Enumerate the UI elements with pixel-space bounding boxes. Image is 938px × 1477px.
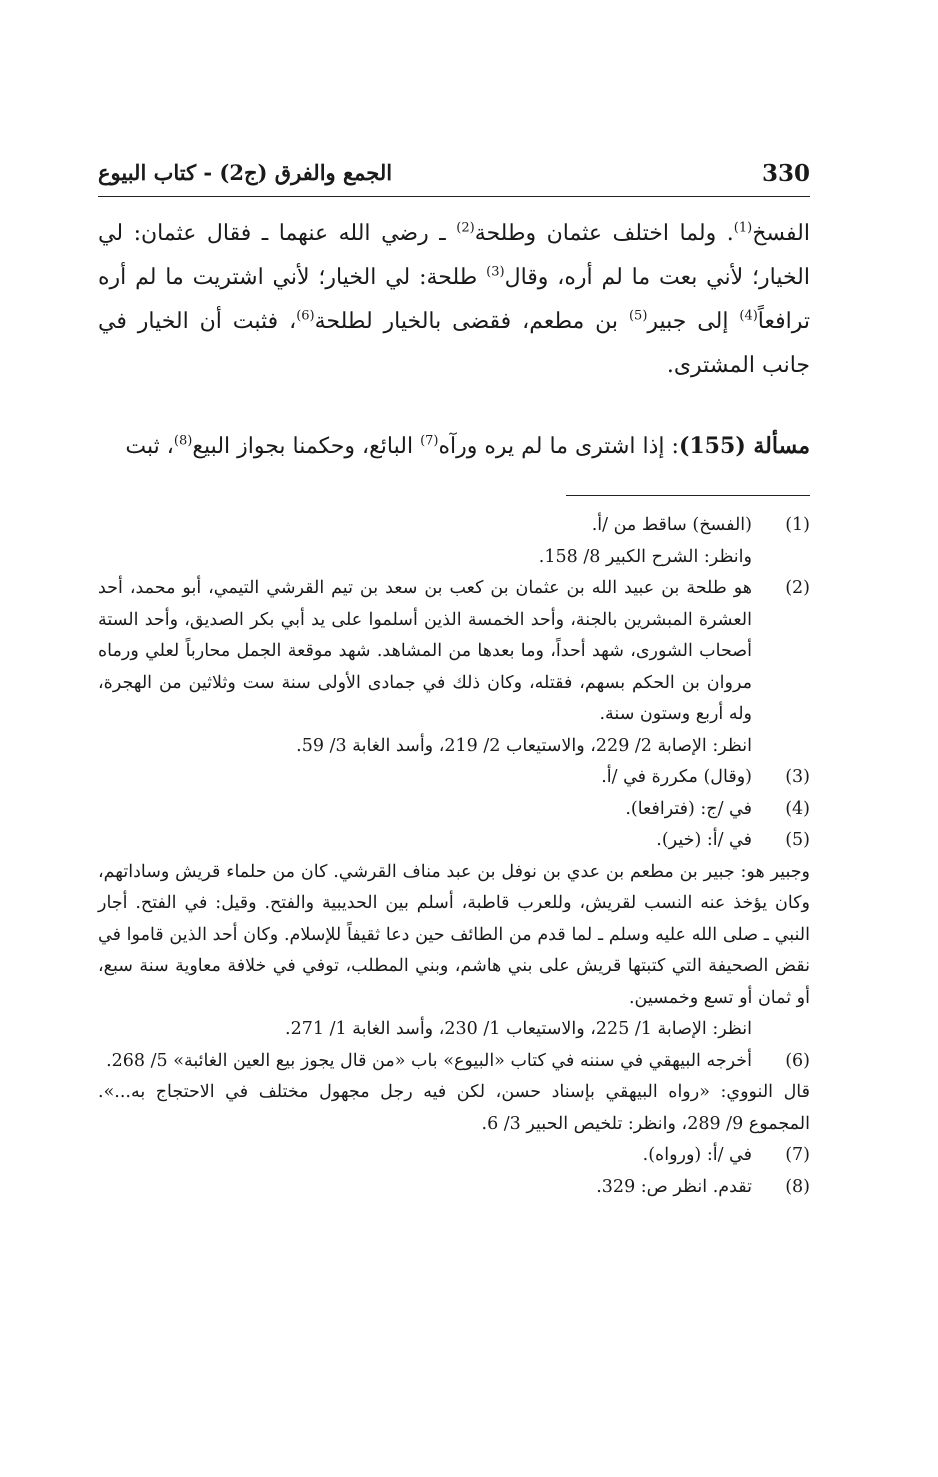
footnote-1: [98, 510, 810, 573]
footnote-text: أخرجه البيهقي في سننه في كتاب «البيوع» باب «من قال يجوز بيع العين الغائبة» 5/ 268.: [106, 1050, 752, 1071]
main-text: [98, 212, 810, 388]
text-run: : إذا اشترى ما لم يره ورآه: [438, 434, 679, 459]
footnote-4: [98, 794, 810, 826]
footnote-number: (6): [785, 1050, 810, 1071]
footnote-ref-6[interactable]: (6): [296, 308, 315, 324]
text-run: . ولما اختلف عثمان وطلحة: [474, 221, 734, 246]
footnote-7: [98, 1140, 810, 1172]
footnote-reference: انظر: الإصابة 2/ 229، والاستيعاب 2/ 219، وأسد الغابة 3/ 59.: [296, 735, 752, 756]
footnote-8: [98, 1172, 810, 1204]
footnotes: [98, 510, 810, 1203]
masala-heading-line: [98, 424, 810, 469]
footnote-text: تقدم. انظر ص: 329.: [596, 1176, 752, 1197]
text-run: ـ رضي الله عنهما ـ فقال عثمان: لي الخيار؛ لأني بعت ما لم أره، وقال: [98, 221, 810, 290]
text-run: ، فثبت أن الخيار في جانب المشترى.: [98, 309, 810, 378]
footnote-6: [98, 1046, 810, 1141]
footnote-ref-2[interactable]: (2): [456, 220, 475, 236]
footnote-ref-1[interactable]: (1): [733, 220, 753, 236]
footnote-3: [98, 762, 810, 794]
page-header: [98, 160, 810, 194]
text-run: البائع، وحكمنا بجواز البيع: [192, 434, 421, 459]
footnote-text: هو طلحة بن عبيد الله بن عثمان بن كعب بن سعد بن تيم القرشي التيمي، أبو محمد، أحد العشرة المبشرين بالجنة، وأحد الخمسة الذين أسلموا على يد أبي بكر الصديق، وأحد الستة أصحاب الشورى، شهد أحداً، وما بعدها من المشاهد. شهد موقعة الجمل محارباً لعلي ورماه مروان بن الحكم بسهم، فقتله، وكان ذلك في جمادى الأولى سنة ست وثلاثين من الهجرة، وله أربع وستون سنة.: [98, 578, 752, 724]
footnote-text: (الفسخ) ساقط من /أ.: [591, 515, 752, 535]
footnote-ref-4[interactable]: (4): [739, 308, 758, 324]
footnote-number: (1): [785, 515, 810, 535]
footnote-number: (2): [785, 578, 810, 598]
main-paragraph: [98, 212, 810, 388]
footnote-number: (8): [785, 1176, 810, 1197]
text-run: ، ثبت: [125, 434, 174, 459]
footnote-reference: انظر: الإصابة 1/ 225، والاستيعاب 1/ 230، وأسد الغابة 1/ 271.: [285, 1019, 752, 1039]
footnote-ref-7[interactable]: (7): [420, 433, 439, 449]
text-run: بن مطعم، فقضى بالخيار لطلحة: [314, 309, 629, 334]
footnote-number: (4): [785, 798, 810, 819]
text-run: طلحة: لي الخيار؛ لأني اشتريت ما لم أره ترافعاً: [98, 265, 811, 334]
footnote-number: (7): [785, 1145, 810, 1165]
footnote-5: [98, 825, 810, 1046]
footnote-number: (5): [785, 830, 810, 850]
running-title: الجمع والفرق (ج2) - كتاب البيوع: [98, 160, 393, 185]
footnote-continuation: قال النووي: «رواه البيهقي بإسناد حسن، لكن فيه رجل مجهول مختلف في الاحتجاج به...». المجموع 9/ 289، وانظر: تلخيص الحبير 3/ 6.: [98, 1082, 810, 1134]
footnote-reference: وانظر: الشرح الكبير 8/ 158.: [538, 546, 752, 567]
footnote-text: في /أ: (ورواه).: [642, 1145, 752, 1165]
footnote-2: [98, 573, 810, 762]
footnote-separator: [566, 495, 810, 496]
footnote-text: في /أ: (خير).: [656, 830, 752, 850]
text-run: الفسخ: [752, 221, 810, 246]
header-rule: [98, 196, 810, 197]
text-run: إلى جبير: [647, 309, 740, 334]
footnote-ref-8[interactable]: (8): [173, 433, 193, 449]
footnote-ref-3[interactable]: (3): [486, 264, 505, 280]
footnote-ref-5[interactable]: (5): [628, 308, 648, 324]
footnote-number: (3): [785, 767, 810, 787]
masala-label: مسألة (155): [678, 433, 810, 459]
footnote-text: في /ج: (فترافعا).: [625, 798, 752, 819]
footnote-continuation: وجبير هو: جبير بن مطعم بن عدي بن نوفل بن عبد مناف القرشي. كان من حلماء قريش وساداتهم، وكان يؤخذ عنه النسب لقريش، وللعرب قاطبة، أسلم بين الحديبية والفتح. وقيل: في الفتح. أجار النبي ـ صلى الله عليه وسلم ـ لما قدم من الطائف حين دعا ثقيفاً للإسلام. وكان أحد الذين قاموا في نقض الصحيفة التي كتبتها قريش على بني هاشم، وبني المطلب، توفي في خلافة معاوية سنة سبع، أو ثمان أو تسع وخمسين.: [98, 861, 810, 1008]
footnote-text: (وقال) مكررة في /أ.: [601, 767, 752, 787]
page-number: 330: [761, 160, 810, 187]
